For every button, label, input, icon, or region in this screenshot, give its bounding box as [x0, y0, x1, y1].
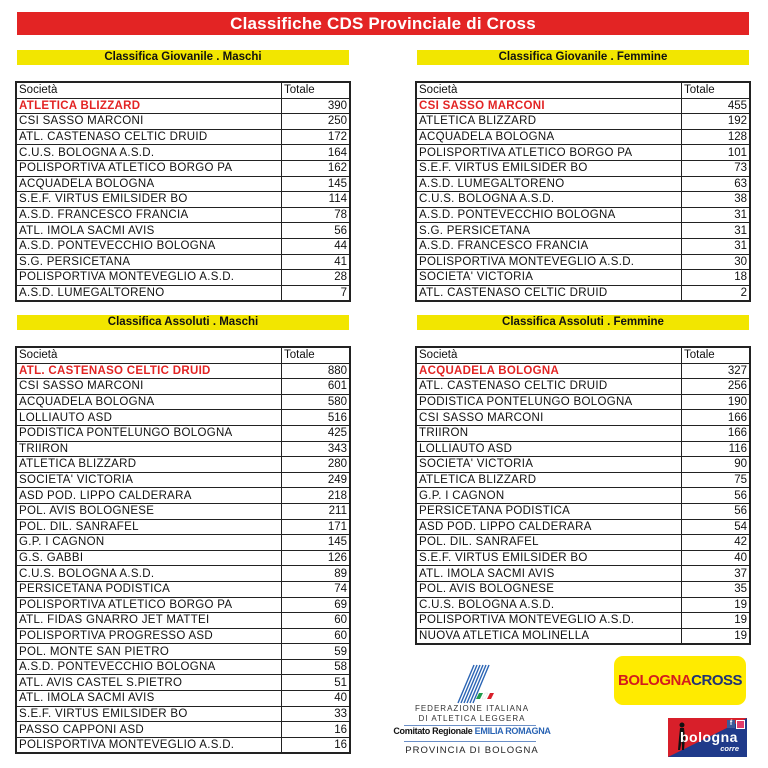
- table-row: [16, 145, 350, 161]
- society-name: POLISPORTIVA PROGRESSO ASD: [16, 628, 282, 644]
- table-row: [16, 535, 350, 551]
- section-title-assoluti-maschi: Classifica Assoluti . Maschi: [17, 315, 349, 330]
- society-name: POLISPORTIVA MONTEVEGLIO A.S.D.: [16, 737, 282, 753]
- instagram-icon[interactable]: [736, 720, 745, 729]
- society-name: POLISPORTIVA ATLETICO BORGO PA: [416, 145, 682, 161]
- table-row: [416, 581, 750, 597]
- table-row: [16, 597, 350, 613]
- total-points: 89: [282, 566, 351, 582]
- society-name: S.E.F. VIRTUS EMILSIDER BO: [416, 550, 682, 566]
- society-name: POLISPORTIVA ATLETICO BORGO PA: [16, 597, 282, 613]
- total-points: 162: [282, 160, 351, 176]
- table-row: [16, 706, 350, 722]
- total-points: 128: [682, 129, 751, 145]
- total-points: 60: [282, 613, 351, 629]
- society-name: ATLETICA BLIZZARD: [16, 98, 282, 114]
- society-name: A.S.D. PONTEVECCHIO BOLOGNA: [16, 238, 282, 254]
- total-points: 33: [282, 706, 351, 722]
- society-name: PERSICETANA PODISTICA: [16, 581, 282, 597]
- table-row: [416, 472, 750, 488]
- total-points: 78: [282, 207, 351, 223]
- total-points: 40: [682, 550, 751, 566]
- society-name: PODISTICA PONTELUNGO BOLOGNA: [416, 394, 682, 410]
- fidal-line-provincia: PROVINCIA DI BOLOGNA: [405, 745, 539, 756]
- total-points: 114: [282, 192, 351, 208]
- society-name: A.S.D. FRANCESCO FRANCIA: [16, 207, 282, 223]
- total-points: 40: [282, 691, 351, 707]
- table-row: [416, 441, 750, 457]
- section-title-assoluti-femmine: Classifica Assoluti . Femmine: [417, 315, 749, 330]
- table-row: [16, 566, 350, 582]
- society-name: ATL. CASTENASO CELTIC DRUID: [16, 363, 282, 379]
- table-row: [416, 597, 750, 613]
- table-row: [416, 98, 750, 114]
- society-name: ASD POD. LIPPO CALDERARA: [416, 519, 682, 535]
- total-points: 7: [282, 285, 351, 301]
- bolognacorre-word: bologna: [680, 729, 738, 745]
- fidal-stripes-icon: [454, 663, 494, 705]
- society-name: ACQUADELA BOLOGNA: [16, 394, 282, 410]
- table-row: [416, 114, 750, 130]
- column-header-society: Società: [16, 347, 282, 363]
- table-row: [16, 488, 350, 504]
- table-row: [416, 394, 750, 410]
- society-name: POLISPORTIVA MONTEVEGLIO A.S.D.: [416, 613, 682, 629]
- total-points: 455: [682, 98, 751, 114]
- total-points: 166: [682, 425, 751, 441]
- table-row: [16, 129, 350, 145]
- society-name: ATLETICA BLIZZARD: [416, 472, 682, 488]
- society-name: NUOVA ATLETICA MOLINELLA: [416, 628, 682, 644]
- bolognacross-part2: CROSS: [691, 672, 742, 689]
- society-name: SOCIETA' VICTORIA: [16, 472, 282, 488]
- society-name: ATL. FIDAS GNARRO JET MATTEI: [16, 613, 282, 629]
- table-row: [416, 285, 750, 301]
- society-name: CSI SASSO MARCONI: [416, 410, 682, 426]
- table-row: [416, 488, 750, 504]
- total-points: 2: [682, 285, 751, 301]
- table-giovanile-femmine: [415, 81, 751, 302]
- table-row: [16, 160, 350, 176]
- table-row: [16, 659, 350, 675]
- table-row: [416, 425, 750, 441]
- table-row: [416, 503, 750, 519]
- total-points: 580: [282, 394, 351, 410]
- table-row: [16, 472, 350, 488]
- total-points: 63: [682, 176, 751, 192]
- total-points: 16: [282, 722, 351, 738]
- total-points: 37: [682, 566, 751, 582]
- society-name: ATLETICA BLIZZARD: [16, 457, 282, 473]
- society-name: ATL. CASTENASO CELTIC DRUID: [416, 285, 682, 301]
- society-name: TRIIRON: [16, 441, 282, 457]
- total-points: 249: [282, 472, 351, 488]
- total-points: 343: [282, 441, 351, 457]
- total-points: 145: [282, 535, 351, 551]
- society-name: POL. DIL. SANRAFEL: [416, 535, 682, 551]
- table-row: [16, 192, 350, 208]
- table-giovanile-maschi: [15, 81, 351, 302]
- bolognacross-logo: [614, 656, 746, 705]
- column-header-total: Totale: [282, 82, 351, 98]
- total-points: 28: [282, 270, 351, 286]
- table-row: [16, 441, 350, 457]
- society-name: A.S.D. FRANCESCO FRANCIA: [416, 238, 682, 254]
- table-row: [16, 176, 350, 192]
- total-points: 56: [682, 503, 751, 519]
- total-points: 42: [682, 535, 751, 551]
- table-row: [16, 285, 350, 301]
- total-points: 327: [682, 363, 751, 379]
- society-name: LOLLIAUTO ASD: [416, 441, 682, 457]
- society-name: S.G. PERSICETANA: [16, 254, 282, 270]
- column-header-total: Totale: [282, 347, 351, 363]
- society-name: ATL. IMOLA SACMI AVIS: [16, 223, 282, 239]
- total-points: 19: [682, 628, 751, 644]
- society-name: ATL. AVIS CASTEL S.PIETRO: [16, 675, 282, 691]
- total-points: 192: [682, 114, 751, 130]
- table-row: [16, 675, 350, 691]
- society-name: CSI SASSO MARCONI: [16, 379, 282, 395]
- total-points: 19: [682, 613, 751, 629]
- total-points: 56: [282, 223, 351, 239]
- column-header-society: Società: [416, 347, 682, 363]
- society-name: C.U.S. BOLOGNA A.S.D.: [16, 145, 282, 161]
- total-points: 250: [282, 114, 351, 130]
- table-row: [16, 238, 350, 254]
- society-name: ATL. CASTENASO CELTIC DRUID: [416, 379, 682, 395]
- society-name: SOCIETA' VICTORIA: [416, 270, 682, 286]
- society-name: CSI SASSO MARCONI: [416, 98, 682, 114]
- table-row: [416, 145, 750, 161]
- table-row: [16, 394, 350, 410]
- total-points: 58: [282, 659, 351, 675]
- total-points: 41: [282, 254, 351, 270]
- table-row: [16, 628, 350, 644]
- total-points: 166: [682, 410, 751, 426]
- table-row: [416, 535, 750, 551]
- bolognacorre-sub: corre: [720, 744, 739, 753]
- table-row: [16, 722, 350, 738]
- total-points: 390: [282, 98, 351, 114]
- society-name: POLISPORTIVA MONTEVEGLIO A.S.D.: [416, 254, 682, 270]
- table-row: [416, 160, 750, 176]
- society-name: ATLETICA BLIZZARD: [416, 114, 682, 130]
- divider: [404, 741, 536, 742]
- total-points: 190: [682, 394, 751, 410]
- table-assoluti-femmine: [415, 346, 751, 645]
- total-points: 69: [282, 597, 351, 613]
- total-points: 51: [282, 675, 351, 691]
- table-row: [16, 363, 350, 379]
- table-row: [416, 270, 750, 286]
- society-name: LOLLIAUTO ASD: [16, 410, 282, 426]
- table-row: [16, 425, 350, 441]
- table-row: [16, 581, 350, 597]
- total-points: 44: [282, 238, 351, 254]
- society-name: A.S.D. PONTEVECCHIO BOLOGNA: [16, 659, 282, 675]
- column-header-society: Società: [16, 82, 282, 98]
- total-points: 126: [282, 550, 351, 566]
- total-points: 59: [282, 644, 351, 660]
- table-row: [16, 270, 350, 286]
- total-points: 172: [282, 129, 351, 145]
- society-name: A.S.D. LUMEGALTORENO: [16, 285, 282, 301]
- society-name: PERSICETANA PODISTICA: [416, 503, 682, 519]
- bolognacorre-logo: [668, 718, 747, 757]
- table-row: [16, 379, 350, 395]
- table-row: [416, 176, 750, 192]
- total-points: 164: [282, 145, 351, 161]
- total-points: 31: [682, 238, 751, 254]
- fidal-comitato-label: Comitato Regionale: [393, 726, 475, 736]
- society-name: PASSO CAPPONI ASD: [16, 722, 282, 738]
- total-points: 880: [282, 363, 351, 379]
- column-header-society: Società: [416, 82, 682, 98]
- table-row: [416, 628, 750, 644]
- fidal-line-atletica: DI ATLETICA LEGGERA: [418, 714, 526, 723]
- table-row: [416, 519, 750, 535]
- table-row: [416, 379, 750, 395]
- total-points: 116: [682, 441, 751, 457]
- table-row: [16, 254, 350, 270]
- table-row: [416, 613, 750, 629]
- column-header-total: Totale: [682, 347, 751, 363]
- table-row: [16, 550, 350, 566]
- table-header: [16, 82, 350, 98]
- society-name: A.S.D. LUMEGALTORENO: [416, 176, 682, 192]
- table-row: [16, 207, 350, 223]
- table-row: [416, 223, 750, 239]
- total-points: 16: [282, 737, 351, 753]
- total-points: 38: [682, 192, 751, 208]
- total-points: 19: [682, 597, 751, 613]
- society-name: A.S.D. PONTEVECCHIO BOLOGNA: [416, 207, 682, 223]
- total-points: 171: [282, 519, 351, 535]
- society-name: ACQUADELA BOLOGNA: [16, 176, 282, 192]
- total-points: 73: [682, 160, 751, 176]
- society-name: C.U.S. BOLOGNA A.S.D.: [416, 192, 682, 208]
- society-name: POLISPORTIVA ATLETICO BORGO PA: [16, 160, 282, 176]
- society-name: S.G. PERSICETANA: [416, 223, 682, 239]
- society-name: POL. AVIS BOLOGNESE: [416, 581, 682, 597]
- table-row: [16, 691, 350, 707]
- table-row: [16, 98, 350, 114]
- total-points: 75: [682, 472, 751, 488]
- society-name: ATL. IMOLA SACMI AVIS: [416, 566, 682, 582]
- fidal-line-comitato: [384, 726, 560, 736]
- section-title-giovanile-femmine: Classifica Giovanile . Femmine: [417, 50, 749, 65]
- society-name: POL. MONTE SAN PIETRO: [16, 644, 282, 660]
- society-name: G.P. I CAGNON: [416, 488, 682, 504]
- total-points: 101: [682, 145, 751, 161]
- table-header: [416, 82, 750, 98]
- total-points: 31: [682, 207, 751, 223]
- total-points: 425: [282, 425, 351, 441]
- table-header: [16, 347, 350, 363]
- society-name: G.P. I CAGNON: [16, 535, 282, 551]
- society-name: SOCIETA' VICTORIA: [416, 457, 682, 473]
- table-row: [16, 737, 350, 753]
- society-name: C.U.S. BOLOGNA A.S.D.: [16, 566, 282, 582]
- table-row: [416, 550, 750, 566]
- society-name: S.E.F. VIRTUS EMILSIDER BO: [16, 192, 282, 208]
- table-row: [416, 238, 750, 254]
- table-row: [416, 410, 750, 426]
- society-name: ATL. CASTENASO CELTIC DRUID: [16, 129, 282, 145]
- total-points: 56: [682, 488, 751, 504]
- total-points: 218: [282, 488, 351, 504]
- total-points: 601: [282, 379, 351, 395]
- society-name: ACQUADELA BOLOGNA: [416, 363, 682, 379]
- total-points: 74: [282, 581, 351, 597]
- total-points: 30: [682, 254, 751, 270]
- society-name: G.S. GABBI: [16, 550, 282, 566]
- fidal-region-label: EMILIA ROMAGNA: [474, 726, 551, 736]
- total-points: 35: [682, 581, 751, 597]
- column-header-total: Totale: [682, 82, 751, 98]
- society-name: S.E.F. VIRTUS EMILSIDER BO: [16, 706, 282, 722]
- table-row: [416, 566, 750, 582]
- total-points: 145: [282, 176, 351, 192]
- total-points: 90: [682, 457, 751, 473]
- page-title: Classifiche CDS Provinciale di Cross: [17, 12, 749, 35]
- table-row: [16, 457, 350, 473]
- table-row: [416, 363, 750, 379]
- society-name: PODISTICA PONTELUNGO BOLOGNA: [16, 425, 282, 441]
- table-row: [416, 129, 750, 145]
- society-name: POL. DIL. SANRAFEL: [16, 519, 282, 535]
- fidal-line-federazione: FEDERAZIONE ITALIANA: [414, 704, 530, 713]
- society-name: C.U.S. BOLOGNA A.S.D.: [416, 597, 682, 613]
- total-points: 54: [682, 519, 751, 535]
- table-row: [16, 223, 350, 239]
- bolognacross-part1: BOLOGNA: [617, 672, 692, 689]
- total-points: 31: [682, 223, 751, 239]
- table-row: [16, 410, 350, 426]
- table-row: [416, 192, 750, 208]
- total-points: 18: [682, 270, 751, 286]
- society-name: POL. AVIS BOLOGNESE: [16, 503, 282, 519]
- society-name: ATL. IMOLA SACMI AVIS: [16, 691, 282, 707]
- table-row: [16, 114, 350, 130]
- table-row: [16, 613, 350, 629]
- table-row: [416, 207, 750, 223]
- table-header: [416, 347, 750, 363]
- table-row: [16, 644, 350, 660]
- table-row: [16, 503, 350, 519]
- society-name: TRIIRON: [416, 425, 682, 441]
- total-points: 211: [282, 503, 351, 519]
- table-row: [16, 519, 350, 535]
- table-row: [416, 457, 750, 473]
- table-assoluti-maschi: [15, 346, 351, 754]
- fidal-logo: [384, 655, 560, 768]
- society-name: S.E.F. VIRTUS EMILSIDER BO: [416, 160, 682, 176]
- society-name: POLISPORTIVA MONTEVEGLIO A.S.D.: [16, 270, 282, 286]
- total-points: 60: [282, 628, 351, 644]
- table-row: [416, 254, 750, 270]
- total-points: 516: [282, 410, 351, 426]
- section-title-giovanile-maschi: Classifica Giovanile . Maschi: [17, 50, 349, 65]
- society-name: ACQUADELA BOLOGNA: [416, 129, 682, 145]
- society-name: ASD POD. LIPPO CALDERARA: [16, 488, 282, 504]
- total-points: 256: [682, 379, 751, 395]
- society-name: CSI SASSO MARCONI: [16, 114, 282, 130]
- total-points: 280: [282, 457, 351, 473]
- facebook-icon[interactable]: f: [727, 720, 735, 728]
